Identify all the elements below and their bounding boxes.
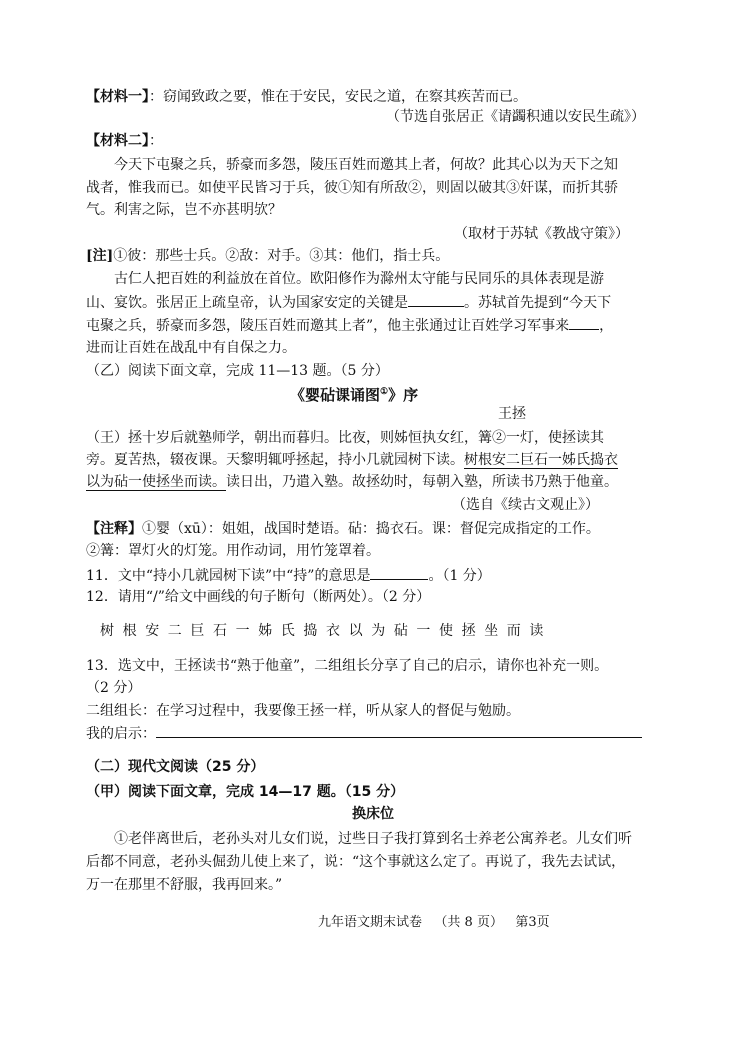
modern-paragraph-line: ①老伴离世后，老孙头对儿女们说，过些日子我打算到名士养老公寓养老。儿女们听	[114, 831, 632, 847]
material2-source: （取材于苏轼《教战守策》）	[454, 226, 629, 242]
material2-line: 战者，惟我而已。如使平民皆习于兵，彼①知有所敌②，则固以破其③奸谋，而折其骄	[86, 180, 618, 196]
question-text: 。（1 分）	[428, 568, 491, 584]
question-text: 11．文中“持小几就园树下读”中“持”的意思是	[86, 568, 371, 584]
question-12-sentence: 树根安二巨石一姊氏捣衣以为砧一使拯坐而读	[100, 623, 552, 639]
material2-colon: ：	[149, 133, 163, 149]
summary-line: 进而让百姓在战乱中有自保之力。	[86, 340, 296, 356]
material2-line: 气。利害之际，岂不亦甚明欤？	[86, 202, 282, 218]
footer-page-number: 第3页	[515, 915, 550, 930]
question-11	[86, 565, 491, 586]
summary-text: 山、宴饮。张居正上疏皇帝，认为国家安定的关键是	[86, 295, 408, 311]
material2-label: 【材料二】	[86, 133, 149, 149]
annotation-line	[86, 519, 600, 539]
title-sup: ①	[380, 387, 389, 397]
modern-instruction: （甲）阅读下面文章，完成 14—17 题。（15 分）	[86, 784, 405, 800]
modern-paragraph-line: 后都不同意，老孙头倔劲儿使上来了，说：“这个事就这么定了。再说了，我先去试试，	[86, 854, 626, 870]
underlined-sentence: 树根安二巨石一姊氏捣衣	[464, 452, 618, 468]
question-12: 12．请用“/”给文中画线的句子断句（断两处）。（2 分）	[86, 589, 431, 605]
section-b-instruction: （乙）阅读下面文章，完成 11—13 题。（5 分）	[86, 363, 389, 379]
summary-text: ，	[599, 318, 614, 334]
section-b-line: （王）拯十岁后就塾师学，朝出而暮归。比夜，则姊恒执女红，篝②一灯，使拯读其	[86, 430, 604, 446]
note-text: ①彼：那些士兵。②敌：对手。③其：他们，指士兵。	[113, 248, 450, 264]
my-insight-label: 我的启示：	[86, 726, 156, 742]
material2-heading	[86, 131, 163, 151]
my-insight	[86, 723, 642, 744]
modern-title: 换床位	[352, 806, 394, 822]
question-13: 13．选文中，王拯读书“熟于他童”，二组组长分享了自己的启示，请你也补充一则。	[86, 658, 609, 674]
section-b-line	[86, 472, 618, 492]
answer-blank[interactable]	[370, 565, 428, 580]
material1-source: （节选自张居正《请蠲积逋以安民生疏》）	[386, 109, 645, 125]
section-b-line	[86, 450, 618, 470]
modern-paragraph-line: 万一在那里不舒服，我再回来。”	[86, 877, 283, 893]
material1-text: ：窃闻致政之要，惟在于安民，安民之道，在察其疾苦而已。	[149, 89, 527, 105]
note-line	[86, 246, 449, 266]
page-footer	[318, 913, 550, 933]
answer-blank[interactable]	[569, 315, 599, 330]
material1-line	[86, 87, 527, 107]
section-b-text: 读日出，乃遣入塾。故拯幼时，每朝入塾，所读书乃熟于他童。	[226, 474, 618, 490]
footer-total: （共 8 页）	[434, 915, 503, 930]
section-b-author: 王拯	[498, 406, 526, 422]
footer-exam: 九年语文期末试卷	[318, 915, 423, 930]
title-text: 《婴砧课诵图	[290, 386, 381, 404]
summary-line	[86, 315, 613, 336]
answer-blank[interactable]	[408, 292, 464, 307]
leader-insight: 二组组长：在学习过程中，我要像王拯一样，听从家人的督促与勉励。	[86, 703, 520, 719]
section-b-title	[290, 382, 418, 405]
answer-line[interactable]	[156, 723, 642, 738]
underlined-sentence: 以为砧一使拯坐而读。	[86, 474, 226, 490]
summary-text: 屯聚之兵，骄豪而多怨，陵压百姓而邀其上者”，他主张通过让百姓学习军事来	[86, 318, 570, 334]
material1-label: 【材料一】	[86, 89, 149, 105]
section-b-source: （选自《续古文观止》）	[452, 497, 599, 513]
annotation-line: ②篝：罩灯火的灯笼。用作动词，用竹笼罩着。	[86, 543, 380, 559]
note-label: [注]	[86, 248, 114, 264]
modern-heading: （二）现代文阅读（25 分）	[86, 759, 265, 775]
material2-line: 今天下屯聚之兵，骄豪而多怨，陵压百姓而邀其上者，何故？此其心以为天下之知	[114, 157, 618, 173]
annotation-text: ①婴（xū）：姐姐，战国时楚语。砧：捣衣石。课：督促完成指定的工作。	[142, 521, 600, 537]
annotation-label: 【注释】	[86, 521, 142, 537]
section-b-text: 旁。夏苦热，辍夜课。天黎明辄呼拯起，持小几就园树下读。	[86, 452, 464, 468]
summary-line: 古仁人把百姓的利益放在首位。欧阳修作为滁州太守能与民同乐的具体表现是游	[114, 271, 604, 287]
title-text: 》序	[388, 386, 419, 404]
summary-line	[86, 292, 611, 313]
question-13-score: （2 分）	[86, 680, 142, 696]
summary-text: 。苏轼首先提到“今天下	[464, 295, 612, 311]
